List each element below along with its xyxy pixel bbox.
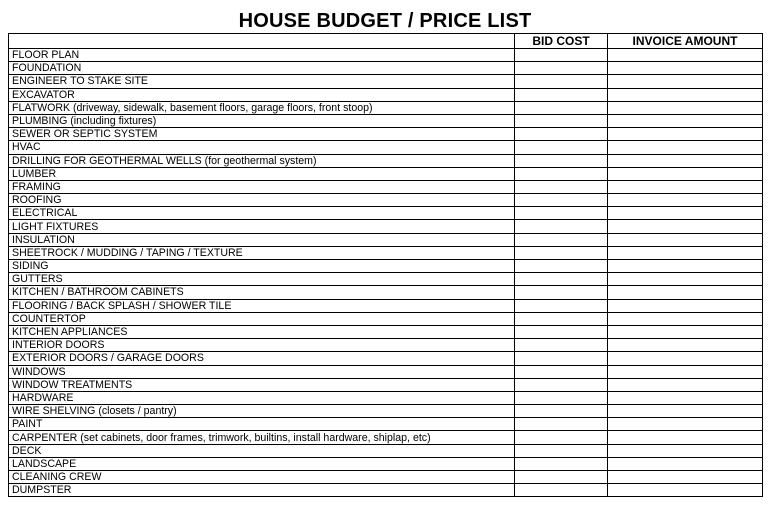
bid-cost-cell[interactable] <box>515 457 608 470</box>
invoice-amount-cell[interactable] <box>608 418 763 431</box>
table-row <box>9 444 763 457</box>
invoice-amount-cell[interactable] <box>608 273 763 286</box>
table-row <box>9 260 763 273</box>
bid-cost-cell[interactable] <box>515 246 608 259</box>
budget-item-label: SHEETROCK / MUDDING / TAPING / TEXTURE <box>9 246 515 259</box>
bid-cost-cell[interactable] <box>515 365 608 378</box>
budget-item-label: CARPENTER (set cabinets, door frames, trimwork, builtins, install hardware, shiplap, etc) <box>9 431 515 444</box>
invoice-amount-cell[interactable] <box>608 246 763 259</box>
bid-cost-cell[interactable] <box>515 167 608 180</box>
invoice-amount-cell[interactable] <box>608 75 763 88</box>
invoice-amount-cell[interactable] <box>608 391 763 404</box>
bid-cost-cell[interactable] <box>515 391 608 404</box>
table-row <box>9 141 763 154</box>
budget-item-label: LANDSCAPE <box>9 457 515 470</box>
invoice-amount-cell[interactable] <box>608 325 763 338</box>
budget-item-label: WINDOWS <box>9 365 515 378</box>
bid-cost-cell[interactable] <box>515 88 608 101</box>
invoice-amount-cell[interactable] <box>608 260 763 273</box>
budget-item-label: DUMPSTER <box>9 484 515 497</box>
invoice-amount-cell[interactable] <box>608 154 763 167</box>
budget-item-label: ELECTRICAL <box>9 207 515 220</box>
table-row <box>9 339 763 352</box>
invoice-amount-cell[interactable] <box>608 141 763 154</box>
page-title: HOUSE BUDGET / PRICE LIST <box>238 10 532 32</box>
invoice-amount-cell[interactable] <box>608 471 763 484</box>
table-row <box>9 180 763 193</box>
budget-item-label: PAINT <box>9 418 515 431</box>
invoice-amount-cell[interactable] <box>608 286 763 299</box>
budget-item-label: GUTTERS <box>9 273 515 286</box>
bid-cost-cell[interactable] <box>515 233 608 246</box>
budget-item-label: ROOFING <box>9 194 515 207</box>
budget-item-label: WINDOW TREATMENTS <box>9 378 515 391</box>
table-row <box>9 167 763 180</box>
budget-item-label: WIRE SHELVING (closets / pantry) <box>9 405 515 418</box>
bid-cost-cell[interactable] <box>515 325 608 338</box>
bid-cost-cell[interactable] <box>515 339 608 352</box>
bid-cost-cell[interactable] <box>515 207 608 220</box>
bid-cost-cell[interactable] <box>515 62 608 75</box>
budget-item-label: DECK <box>9 444 515 457</box>
budget-item-label: LIGHT FIXTURES <box>9 220 515 233</box>
invoice-amount-cell[interactable] <box>608 484 763 497</box>
bid-cost-cell[interactable] <box>515 378 608 391</box>
bid-cost-cell[interactable] <box>515 352 608 365</box>
invoice-amount-cell[interactable] <box>608 312 763 325</box>
table-row <box>9 431 763 444</box>
bid-cost-cell[interactable] <box>515 128 608 141</box>
bid-cost-cell[interactable] <box>515 299 608 312</box>
bid-cost-cell[interactable] <box>515 418 608 431</box>
budget-item-label: INTERIOR DOORS <box>9 339 515 352</box>
bid-cost-cell[interactable] <box>515 141 608 154</box>
table-row <box>9 286 763 299</box>
budget-item-label: FRAMING <box>9 180 515 193</box>
table-row <box>9 207 763 220</box>
table-row <box>9 49 763 62</box>
budget-item-label: KITCHEN APPLIANCES <box>9 325 515 338</box>
invoice-amount-cell[interactable] <box>608 431 763 444</box>
table-header-row <box>9 34 763 49</box>
bid-cost-cell[interactable] <box>515 101 608 114</box>
bid-cost-cell[interactable] <box>515 114 608 127</box>
bid-cost-cell[interactable] <box>515 431 608 444</box>
invoice-amount-cell[interactable] <box>608 62 763 75</box>
table-row <box>9 325 763 338</box>
budget-item-label: HARDWARE <box>9 391 515 404</box>
table-row <box>9 378 763 391</box>
table-row <box>9 114 763 127</box>
invoice-amount-cell[interactable] <box>608 405 763 418</box>
invoice-amount-cell[interactable] <box>608 88 763 101</box>
bid-cost-cell[interactable] <box>515 484 608 497</box>
table-row <box>9 457 763 470</box>
table-row <box>9 233 763 246</box>
invoice-amount-column-header: INVOICE AMOUNT <box>608 34 763 49</box>
budget-item-label: INSULATION <box>9 233 515 246</box>
invoice-amount-cell[interactable] <box>608 339 763 352</box>
table-row <box>9 365 763 378</box>
table-row <box>9 352 763 365</box>
table-row <box>9 128 763 141</box>
invoice-amount-cell[interactable] <box>608 444 763 457</box>
invoice-amount-cell[interactable] <box>608 114 763 127</box>
invoice-amount-cell[interactable] <box>608 352 763 365</box>
budget-item-label: KITCHEN / BATHROOM CABINETS <box>9 286 515 299</box>
table-row <box>9 418 763 431</box>
bid-cost-cell[interactable] <box>515 194 608 207</box>
table-row <box>9 471 763 484</box>
budget-item-label: SEWER OR SEPTIC SYSTEM <box>9 128 515 141</box>
table-row <box>9 484 763 497</box>
bid-cost-cell[interactable] <box>515 260 608 273</box>
budget-item-label: PLUMBING (including fixtures) <box>9 114 515 127</box>
bid-cost-cell[interactable] <box>515 273 608 286</box>
bid-cost-cell[interactable] <box>515 286 608 299</box>
table-row <box>9 391 763 404</box>
table-row <box>9 405 763 418</box>
item-column-header <box>9 34 515 49</box>
invoice-amount-cell[interactable] <box>608 233 763 246</box>
invoice-amount-cell[interactable] <box>608 365 763 378</box>
table-row <box>9 220 763 233</box>
budget-item-label: HVAC <box>9 141 515 154</box>
invoice-amount-cell[interactable] <box>608 128 763 141</box>
table-row <box>9 75 763 88</box>
table-row <box>9 101 763 114</box>
invoice-amount-cell[interactable] <box>608 220 763 233</box>
table-row <box>9 88 763 101</box>
table-row <box>9 62 763 75</box>
budget-item-label: FLOORING / BACK SPLASH / SHOWER TILE <box>9 299 515 312</box>
invoice-amount-cell[interactable] <box>608 207 763 220</box>
table-row <box>9 273 763 286</box>
budget-item-label: FOUNDATION <box>9 62 515 75</box>
budget-item-label: SIDING <box>9 260 515 273</box>
invoice-amount-cell[interactable] <box>608 194 763 207</box>
table-row <box>9 194 763 207</box>
budget-item-label: DRILLING FOR GEOTHERMAL WELLS (for geothermal system) <box>9 154 515 167</box>
table-row <box>9 299 763 312</box>
invoice-amount-cell[interactable] <box>608 167 763 180</box>
bid-cost-cell[interactable] <box>515 405 608 418</box>
bid-cost-cell[interactable] <box>515 471 608 484</box>
invoice-amount-cell[interactable] <box>608 457 763 470</box>
table-row <box>9 154 763 167</box>
budget-item-label: ENGINEER TO STAKE SITE <box>9 75 515 88</box>
budget-item-label: LUMBER <box>9 167 515 180</box>
budget-item-label: COUNTERTOP <box>9 312 515 325</box>
budget-item-label: EXTERIOR DOORS / GARAGE DOORS <box>9 352 515 365</box>
bid-cost-cell[interactable] <box>515 180 608 193</box>
invoice-amount-cell[interactable] <box>608 180 763 193</box>
bid-cost-cell[interactable] <box>515 444 608 457</box>
budget-rows <box>9 49 763 497</box>
table-row <box>9 246 763 259</box>
bid-cost-cell[interactable] <box>515 220 608 233</box>
budget-item-label: FLATWORK (driveway, sidewalk, basement floors, garage floors, front stoop) <box>9 101 515 114</box>
invoice-amount-cell[interactable] <box>608 101 763 114</box>
table-row <box>9 312 763 325</box>
invoice-amount-cell[interactable] <box>608 299 763 312</box>
bid-cost-cell[interactable] <box>515 312 608 325</box>
bid-cost-cell[interactable] <box>515 49 608 62</box>
invoice-amount-cell[interactable] <box>608 378 763 391</box>
budget-item-label: EXCAVATOR <box>9 88 515 101</box>
bid-cost-cell[interactable] <box>515 154 608 167</box>
bid-cost-column-header: BID COST <box>515 34 608 49</box>
budget-item-label: CLEANING CREW <box>9 471 515 484</box>
budget-table <box>8 33 763 497</box>
budget-item-label: FLOOR PLAN <box>9 49 515 62</box>
invoice-amount-cell[interactable] <box>608 49 763 62</box>
bid-cost-cell[interactable] <box>515 75 608 88</box>
